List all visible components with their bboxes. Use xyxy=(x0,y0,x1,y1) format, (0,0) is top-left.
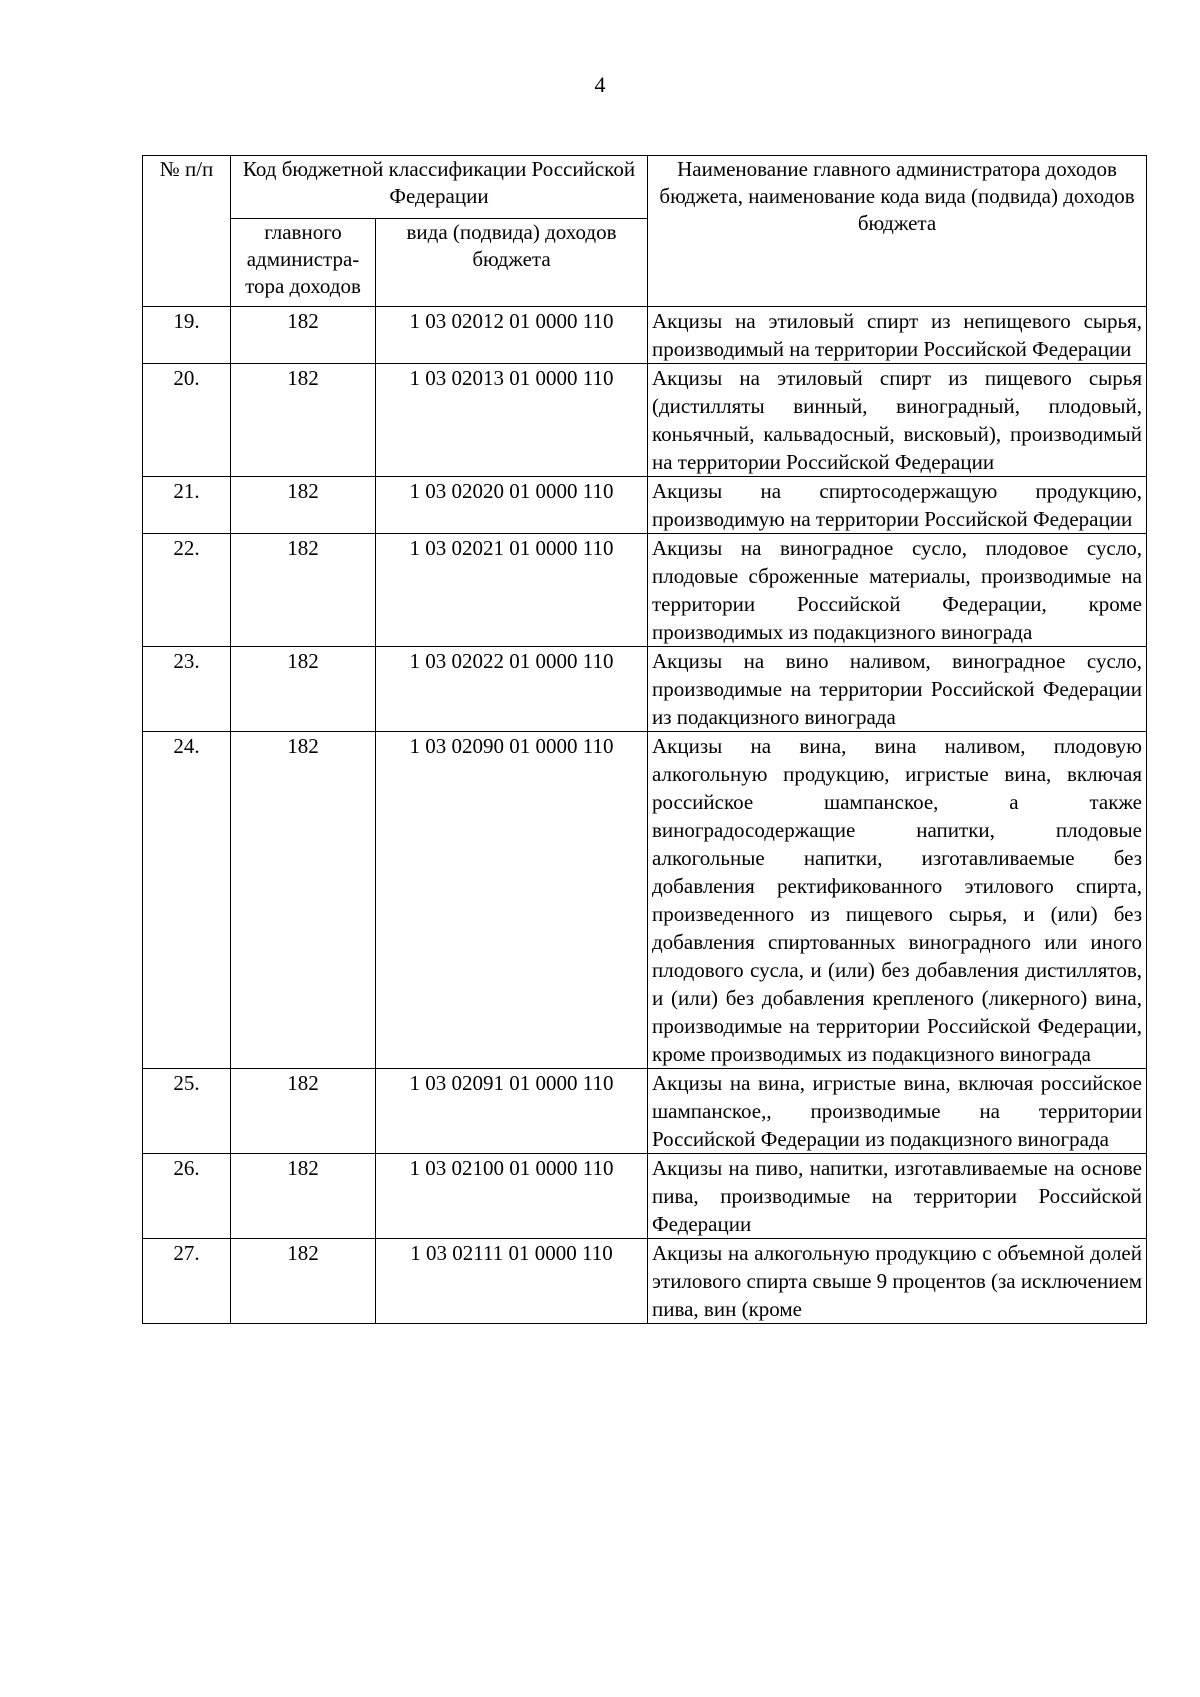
row-income-code: 1 03 02111 01 0000 110 xyxy=(376,1239,648,1324)
table-row xyxy=(143,364,1147,477)
row-income-code: 1 03 02100 01 0000 110 xyxy=(376,1154,648,1239)
header-kbk-group: Код бюджетной классификации Российской Федерации xyxy=(231,156,648,219)
row-income-code: 1 03 02091 01 0000 110 xyxy=(376,1069,648,1154)
row-admin-code: 182 xyxy=(231,477,376,534)
row-num: 27. xyxy=(143,1239,231,1324)
row-description: Акцизы на пиво, напитки, изготавливаемые на основе пива, производимые на территории Российской Федерации xyxy=(648,1154,1147,1239)
row-description: Акцизы на виноградное сусло, плодовое сусло, плодовые сброженные материалы, производимые на территории Российской Федерации, кроме производимых из подакцизного винограда xyxy=(648,534,1147,647)
row-admin-code: 182 xyxy=(231,1069,376,1154)
row-income-code: 1 03 02090 01 0000 110 xyxy=(376,732,648,1069)
table-header-row xyxy=(143,156,1147,219)
table-row xyxy=(143,732,1147,1069)
header-num: № п/п xyxy=(143,156,231,307)
row-num: 20. xyxy=(143,364,231,477)
row-admin-code: 182 xyxy=(231,364,376,477)
row-num: 23. xyxy=(143,647,231,732)
row-description: Акцизы на алкогольную продукцию с объемной долей этилового спирта свыше 9 процентов (за исключением пива, вин (кроме xyxy=(648,1239,1147,1324)
table-row xyxy=(143,647,1147,732)
row-income-code: 1 03 02020 01 0000 110 xyxy=(376,477,648,534)
row-description: Акцизы на спиртосодержащую продукцию, производимую на территории Российской Федерации xyxy=(648,477,1147,534)
row-income-code: 1 03 02013 01 0000 110 xyxy=(376,364,648,477)
row-num: 22. xyxy=(143,534,231,647)
row-income-code: 1 03 02021 01 0000 110 xyxy=(376,534,648,647)
header-code: вида (подвида) доходов бюджета xyxy=(376,219,648,307)
row-income-code: 1 03 02012 01 0000 110 xyxy=(376,307,648,364)
row-admin-code: 182 xyxy=(231,534,376,647)
row-admin-code: 182 xyxy=(231,307,376,364)
row-num: 25. xyxy=(143,1069,231,1154)
row-description: Акцизы на этиловый спирт из пищевого сырья (дистилляты винный, виноградный, плодовый, коньячный, кальвадосный, висковый), производимый на территории Российской Федерации xyxy=(648,364,1147,477)
page-number: 4 xyxy=(594,72,606,97)
row-description: Акцизы на вина, вина наливом, плодовую алкогольную продукцию, игристые вина, включая российское шампанское, а также виноградосодержащие напитки, плодовые алкогольные напитки, изготавливаемые без добавления ректификованного этилового спирта, произведенного из пищевого сырья, и (или) без добавления спиртованных виноградного или иного плодового сусла, и (или) без добавления дистиллятов, и (или) без добавления крепленого (ликерного) вина, производимые на территории Российской Федерации, кроме производимых из подакцизного винограда xyxy=(648,732,1147,1069)
row-num: 21. xyxy=(143,477,231,534)
row-num: 19. xyxy=(143,307,231,364)
header-name: Наименование главного администратора доходов бюджета, наименование кода вида (подвида) доходов бюджета xyxy=(648,156,1147,307)
budget-classification-table xyxy=(142,155,1147,1324)
row-income-code: 1 03 02022 01 0000 110 xyxy=(376,647,648,732)
table-row xyxy=(143,534,1147,647)
row-admin-code: 182 xyxy=(231,647,376,732)
table-row xyxy=(143,307,1147,364)
header-admin: главного администра-тора доходов xyxy=(231,219,376,307)
table-row xyxy=(143,477,1147,534)
row-num: 24. xyxy=(143,732,231,1069)
table-row xyxy=(143,1069,1147,1154)
row-description: Акцизы на этиловый спирт из непищевого сырья, производимый на территории Российской Федерации xyxy=(648,307,1147,364)
table-row xyxy=(143,1239,1147,1324)
row-admin-code: 182 xyxy=(231,1154,376,1239)
table-row xyxy=(143,1154,1147,1239)
row-num: 26. xyxy=(143,1154,231,1239)
row-description: Акцизы на вина, игристые вина, включая российское шампанское,, производимые на территории Российской Федерации из подакцизного винограда xyxy=(648,1069,1147,1154)
row-description: Акцизы на вино наливом, виноградное сусло, производимые на территории Российской Федерации из подакцизного винограда xyxy=(648,647,1147,732)
row-admin-code: 182 xyxy=(231,732,376,1069)
row-admin-code: 182 xyxy=(231,1239,376,1324)
